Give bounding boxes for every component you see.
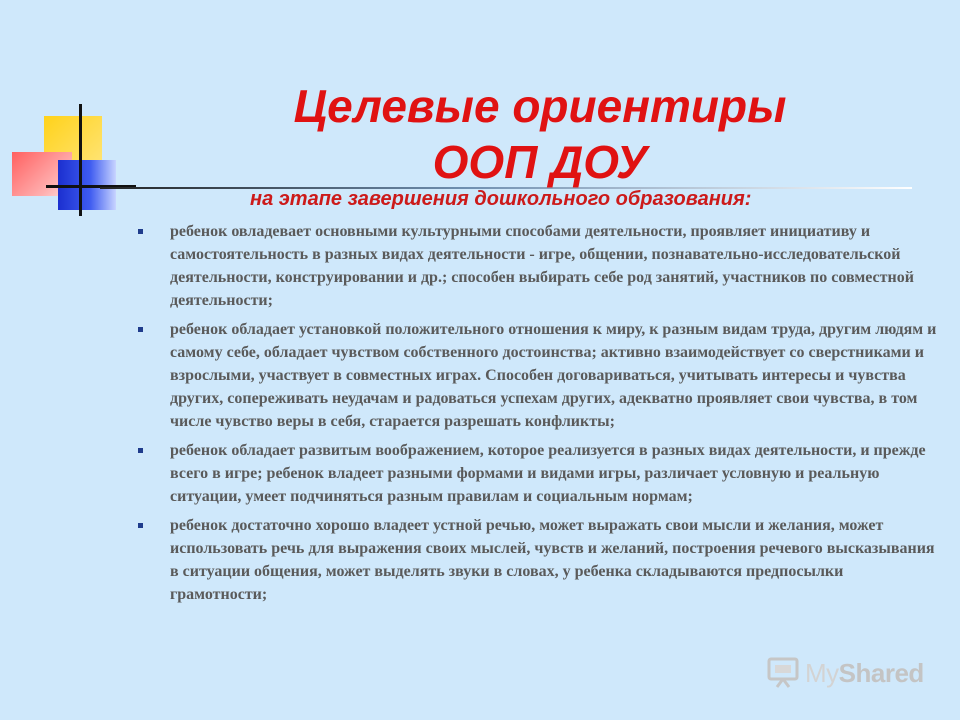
watermark-text: MyShared [805,658,924,688]
list-item-text: ребенок достаточно хорошо владеет устной речью, может выражать свои мысли и желания, может использовать речь для выражения своих мыслей, чувств и желаний, построения речевого высказывания в ситуации общения, может выделять звуки в словах, у ребенка складываются предпосылки грамотности; [170,517,935,603]
list-item-text: ребенок обладает развитым воображением, которое реализуется в разных видах деятельности, и прежде всего в игре; ребенок владеет разными формами и видами игры, различает условную и реальную ситуации, умеет подчиняться разным правилам и социальным нормам; [170,442,926,505]
list-item [138,439,938,508]
bullet-icon [138,327,143,332]
myshared-watermark [767,654,937,694]
list-item [138,220,938,312]
list-item-text: ребенок обладает установкой положительного отношения к миру, к разным видам труда, другим людям и самому себе, обладает чувством собственного достоинства; активно взаимодействует со сверстниками и взрослыми, участвует в совместных играх. Способен договариваться, учитывать интересы и чувства других, сопереживать неудачам и радоваться успехам других, адекватно проявляет свои чувства, в том числе чувство веры в себя, старается разрешать конфликты; [170,321,937,430]
list-item [138,318,938,433]
decorative-squares [0,0,200,230]
slide-title-line-1: Целевые ориентиры [293,80,787,132]
list-item-text: ребенок овладевает основными культурными способами деятельности, проявляет инициативу и самостоятельность в разных видах деятельности - игре, общении, познавательно-исследовательской деятельности, конструировании и др.; способен выбирать себе род занятий, участников по совместной деятельности; [170,223,914,309]
bullet-icon [138,523,143,528]
list-item [138,514,938,606]
vertical-line [79,104,82,216]
slide-subtitle: на этапе завершения дошкольного образования: [250,188,752,210]
bullet-icon [138,448,143,453]
targets-list [138,220,938,612]
bullet-icon [138,229,143,234]
projector-screen-icon [767,656,799,688]
slide-title-line-2: ООП ДОУ [432,136,648,188]
